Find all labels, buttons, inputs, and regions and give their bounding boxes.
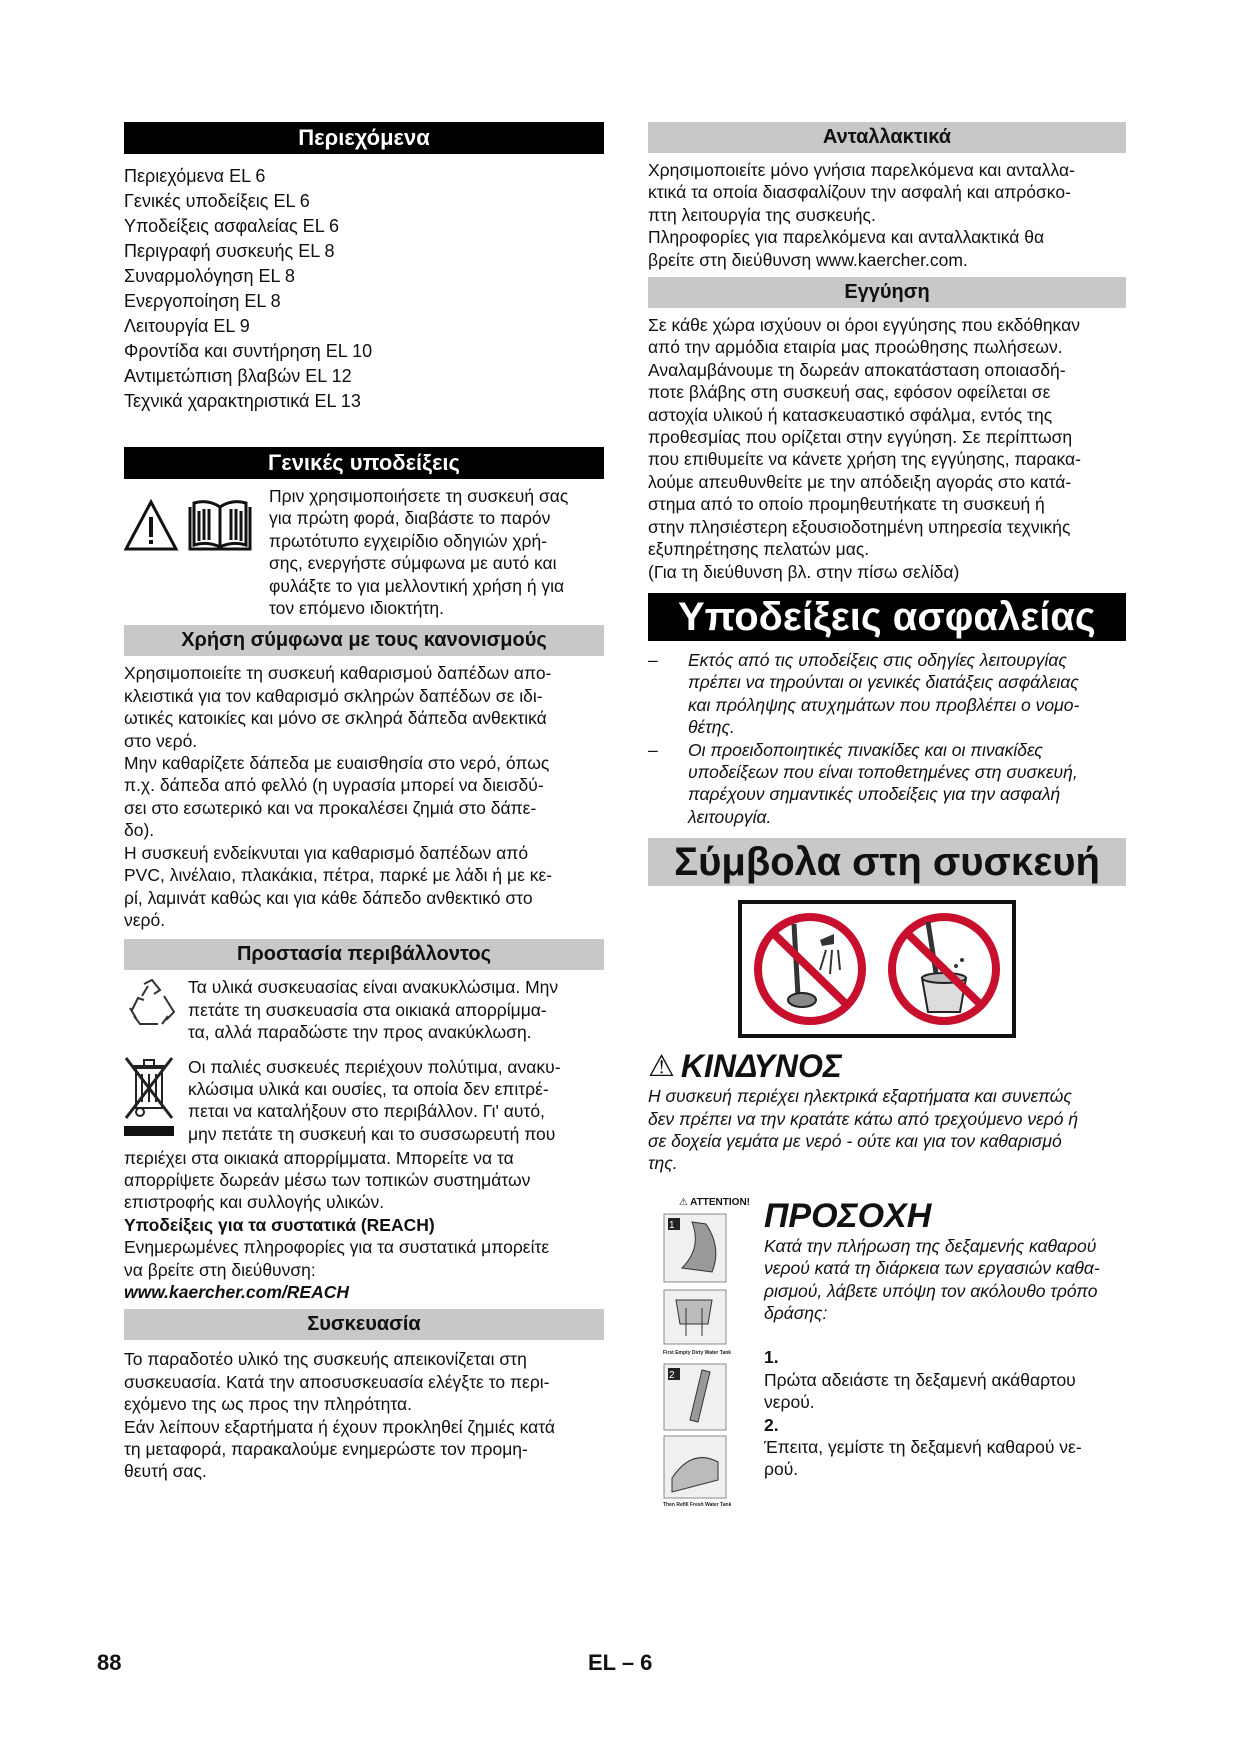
warranty-heading: Εγγύηση (648, 277, 1126, 308)
text-line: σης, ενεργήστε σύμφωνα με αυτό και (269, 553, 557, 574)
caution-block (648, 1197, 1126, 1533)
text-line: Εάν λείπουν εξαρτήματα ή έχουν προκληθεί ζημιές κατά (124, 1416, 556, 1437)
spare-parts-heading: Ανταλλακτικά (648, 122, 1126, 153)
text-line: να βρείτε στη διεύθυνση: (124, 1259, 316, 1280)
toc-item[interactable]: Υποδείξεις ασφαλείας EL 6 (124, 216, 340, 236)
text-line: κλειστικά για τον καθαρισμό σκληρών δαπέδων σε ιδι- (124, 685, 543, 706)
text-line: πεται να καταλήξουν στο περιβάλλον. Γι' αυτό, (188, 1101, 545, 1122)
text-line: θέτης. (688, 717, 735, 738)
spare-parts-text (648, 159, 1126, 271)
text-line: Τα υλικά συσκευασίας είναι ανακυκλώσιμα. Μην (188, 977, 559, 998)
caution-content (764, 1197, 1126, 1533)
device-symbols-panel (738, 900, 1016, 1038)
text-line: δεν πρέπει να την κρατάτε κάτω από τρεχούμενο νερό ή (648, 1108, 1079, 1129)
text-line: PVC, λινέλαιο, πλακάκια, πέτρα, παρκέ με λάδι ή με κε- (124, 865, 553, 886)
text-line: προθεσμίας που ορίζεται στην εγγύηση. Σε περίπτωση (648, 427, 1073, 448)
danger-heading (648, 1048, 1126, 1085)
text-line: εχόμενο της ως προς την πληρότητα. (124, 1394, 412, 1415)
text-line: βρείτε στη διεύθυνση www.kaercher.com. (648, 249, 968, 270)
text-line: Οι προειδοποιητικές πινακίδες και οι πινακίδες (688, 739, 1043, 760)
text-line: τα, αλλά παραδώστε την προς ανακύκλωση. (188, 1022, 532, 1043)
section-page-label: EL – 6 (588, 1650, 653, 1675)
usage-heading: Χρήση σύμφωνα με τους κανονισμούς (124, 625, 604, 656)
step-icon-number: 1 (669, 1219, 675, 1231)
list-item (648, 739, 1126, 829)
text-line: κλώσιμα υλικά και ουσίες, τα οποία δεν επιτρέ- (188, 1078, 549, 1099)
text-line: ρί, λαμινάτ καθώς και για κάθε δάπεδο ανθεκτικό στο (124, 887, 533, 908)
text-line: στην πλησιέστερη εξουσιοδοτημένη υπηρεσία τεχνικής (648, 516, 1071, 537)
dash-bullet: – (648, 739, 658, 760)
text-line: πρέπει να τηρούνται οι γενικές διατάξεις ασφάλειας (688, 672, 1079, 693)
packaging-heading: Συσκευασία (124, 1309, 604, 1340)
weee-text-cont (124, 1147, 604, 1214)
text-line: Η συσκευή ενδείκνυται για καθαρισμό δαπέδων από (124, 842, 529, 863)
step-list (764, 1346, 1126, 1480)
text-line: δο). (124, 820, 155, 841)
text-line: Χρησιμοποιείτε τη συσκευή καθαρισμού δαπέδων απο- (124, 663, 552, 684)
text-line: Σε κάθε χώρα ισχύουν οι όροι εγγύησης που εκδόθηκαν (648, 315, 1080, 336)
text-line: στο νερό. (124, 730, 198, 751)
warranty-text (648, 314, 1126, 583)
step-icon-caption: First Empty Dirty Water Tank (663, 1349, 732, 1356)
safety-heading: Υποδείξεις ασφαλείας (648, 593, 1126, 641)
text-line: Πριν χρησιμοποιήσετε τη συσκευή σας (269, 486, 569, 506)
text-line: π.χ. δάπεδα από φελλό (η υγρασία μπορεί να διεισδύ- (124, 775, 544, 796)
warning-triangle-icon: ⚠ (648, 1050, 675, 1084)
text-line: Ενημερωμένες πληροφορίες για τα συστατικά μπορείτε (124, 1237, 550, 1258)
toc-item[interactable]: Συναρμολόγηση EL 8 (124, 266, 295, 286)
text-line: σει στο εσωτερικό και να προκαλέσει ζημιά στο δάπε- (124, 797, 537, 818)
toc-item[interactable]: Αντιμετώπιση βλαβών EL 12 (124, 366, 352, 386)
crossed-bin-icon (124, 1056, 188, 1147)
text-line: περιέχει στα οικιακά απορρίμματα. Μπορείτε να τα (124, 1147, 514, 1168)
text-line: ποτε βλάβης στη συσκευή σας, εφόσον οφείλεται σε (648, 382, 1051, 403)
weee-text (188, 1056, 561, 1147)
safety-list (648, 649, 1126, 828)
text-line: Κατά την πλήρωση της δεξαμενής καθαρού (764, 1235, 1097, 1256)
text-line: θευτή σας. (124, 1461, 207, 1482)
weee-block (124, 1056, 604, 1147)
text-line: απορρίψετε δωρεάν μέσω των τοπικών συστημάτων (124, 1169, 531, 1190)
reach-heading: Υποδείξεις για τα συστατικά (REACH) (124, 1214, 435, 1235)
danger-title: ΚΙΝΔΥΝΟΣ (680, 1048, 842, 1085)
general-heading: Γενικές υποδείξεις (124, 447, 604, 479)
fill-procedure-icons (662, 1208, 736, 1528)
left-column (124, 122, 604, 1483)
attention-label-strip (648, 1197, 764, 1533)
manual-book-icon (190, 502, 250, 549)
text-line: λειτουργία. (688, 806, 772, 827)
text-line: Εκτός από τις υποδείξεις στις οδηγίες λειτουργίας (688, 649, 1067, 670)
text-line: παρέχουν σημαντικές υποδείξεις για την ασφαλή (688, 784, 1061, 805)
dash-bullet: – (648, 649, 658, 670)
text-line: τον επόμενο ιδιοκτήτη. (269, 598, 444, 619)
recycle-text (188, 976, 558, 1043)
text-line: Αναλαμβάνουμε τη δωρεάν αποκατάσταση οποιασδή- (648, 359, 1066, 380)
general-notes-block (124, 485, 604, 619)
text-line: κτικά τα οποία διασφαλίζουν την ασφαλή και απρόσκο- (648, 182, 1071, 203)
text-line: πρωτότυπο εγχειρίδιο οδηγιών χρή- (269, 530, 548, 551)
contents-heading: Περιεχόμενα (124, 122, 604, 154)
text-line: πετάτε τη συσκευασία στα οικιακά απορρίμμα- (188, 999, 547, 1020)
step-number: 1. (764, 1347, 779, 1368)
text-line: και πρόληψης ατυχημάτων που προβλέπει ο νομο- (688, 694, 1080, 715)
page-number: 88 (97, 1650, 122, 1675)
text-line: αστοχία υλικού ή κατασκευαστικό σφάλμα, εντός της (648, 404, 1053, 425)
warning-manual-icons (124, 485, 269, 619)
text-line: που επιθυμείτε να κάνετε χρήση της εγγύησης, παρακα- (648, 449, 1081, 470)
text-line: Πρώτα αδειάστε τη δεξαμενή ακάθαρτου (764, 1369, 1076, 1390)
text-line: νερό. (124, 909, 166, 930)
text-line: ωτικές κατοικίες και μόνο σε σκληρά δάπεδα ανθεκτικά (124, 708, 547, 729)
drain-icon (664, 1290, 726, 1344)
symbols-heading: Σύμβολα στη συσκευή (648, 838, 1126, 886)
text-line: Έπειτα, γεμίστε τη δεξαμενή καθαρού νε- (764, 1437, 1082, 1458)
text-line: μην πετάτε τη συσκευή και το συσσωρευτή που (188, 1123, 556, 1144)
text-line: εξυπηρέτησης πελατών μας. (648, 539, 870, 560)
text-line: (Για τη διεύθυνση βλ. στην πίσω σελίδα) (648, 561, 960, 582)
caution-text (764, 1235, 1126, 1325)
environment-heading: Προστασία περιβάλλοντος (124, 939, 604, 970)
step-icon-number: 2 (669, 1369, 675, 1381)
text-line: τη μεταφορά, παρακαλούμε ενημερώστε τον προμη- (124, 1439, 528, 1459)
text-line: συσκευασία. Κατά την αποσυσκευασία ελέγξτε το περι- (124, 1371, 550, 1392)
step-number: 2. (764, 1414, 779, 1435)
text-line: Χρησιμοποιείτε μόνο γνήσια παρελκόμενα και ανταλλα- (648, 160, 1075, 180)
fill-water-icon (664, 1436, 726, 1498)
text-line: στημα από το οποίο προμηθευτήκατε τη συσκευή ή (648, 494, 1045, 515)
text-line: δράσης: (764, 1303, 828, 1323)
recycle-icon (124, 976, 188, 1043)
text-line: υποδείξεων που είναι τοποθετημένες στη συσκευή, (688, 761, 1078, 782)
warning-triangle-icon (126, 502, 176, 549)
text-line: ρού. (764, 1459, 799, 1480)
no-running-water-icon (758, 917, 862, 1021)
text-line: Το παραδοτέο υλικό της συσκευής απεικονίζεται στη (124, 1349, 527, 1370)
text-line: λούμε απευθυνθείτε με την απόδειξη αγοράς στο κατά- (648, 471, 1072, 492)
text-line: νερού. (764, 1392, 815, 1413)
text-line: Οι παλιές συσκευές περιέχουν πολύτιμα, ανακυ- (188, 1056, 561, 1077)
attention-label: ⚠ ATTENTION! (678, 1196, 750, 1208)
table-of-contents (124, 164, 604, 414)
recycle-block (124, 976, 604, 1043)
toc-item[interactable]: Τεχνικά χαρακτηριστικά EL 13 (124, 391, 361, 411)
list-item (648, 649, 1126, 739)
toc-item[interactable]: Λειτουργία EL 9 (124, 316, 250, 336)
toc-item[interactable]: Γενικές υποδείξεις EL 6 (124, 191, 310, 211)
text-line: φυλάξτε το για μελλοντική χρήση ή για (269, 575, 565, 596)
text-line: της. (648, 1153, 678, 1174)
text-line: πτη λειτουργία της συσκευής. (648, 204, 876, 225)
general-text (269, 485, 568, 619)
right-column (648, 122, 1126, 1533)
toc-item[interactable]: Ενεργοποίηση EL 8 (124, 291, 281, 311)
text-line: Πληροφορίες για παρελκόμενα και ανταλλακτικά θα (648, 227, 1045, 248)
text-line: από την αρμόδια εταιρία μας προώθησης πωλήσεων. (648, 337, 1063, 358)
text-line: νερού κατά τη διάρκεια των εργασιών καθα- (764, 1258, 1100, 1279)
text-line: σε δοχεία γεμάτα με νερό - ούτε και για τον καθαρισμό (648, 1130, 1062, 1151)
no-immersion-icon (892, 917, 996, 1021)
danger-text (648, 1085, 1126, 1175)
text-line: Η συσκευή περιέχει ηλεκτρικά εξαρτήματα και συνεπώς (648, 1086, 1072, 1107)
text-line: επιστροφής και συλλογής υλικών. (124, 1192, 385, 1213)
text-line: ρισμού, λάβετε υπόψη τον ακόλουθο τρόπο (764, 1280, 1098, 1301)
toc-item[interactable]: Περιγραφή συσκευής EL 8 (124, 241, 335, 261)
reach-link[interactable]: www.kaercher.com/REACH (124, 1281, 349, 1302)
caution-title: ΠΡΟΣΟΧΗ (764, 1196, 932, 1235)
usage-text (124, 662, 604, 931)
step-icon-caption: Then Refill Fresh Water Tank (663, 1501, 732, 1508)
toc-item[interactable]: Φροντίδα και συντήρηση EL 10 (124, 341, 373, 361)
toc-item[interactable]: Περιεχόμενα EL 6 (124, 166, 266, 186)
text-line: Μην καθαρίζετε δάπεδα με ευαισθησία στο νερό, όπως (124, 753, 550, 774)
packaging-text (124, 1348, 604, 1482)
text-line: για πρώτη φορά, διαβάστε το παρόν (269, 508, 551, 529)
